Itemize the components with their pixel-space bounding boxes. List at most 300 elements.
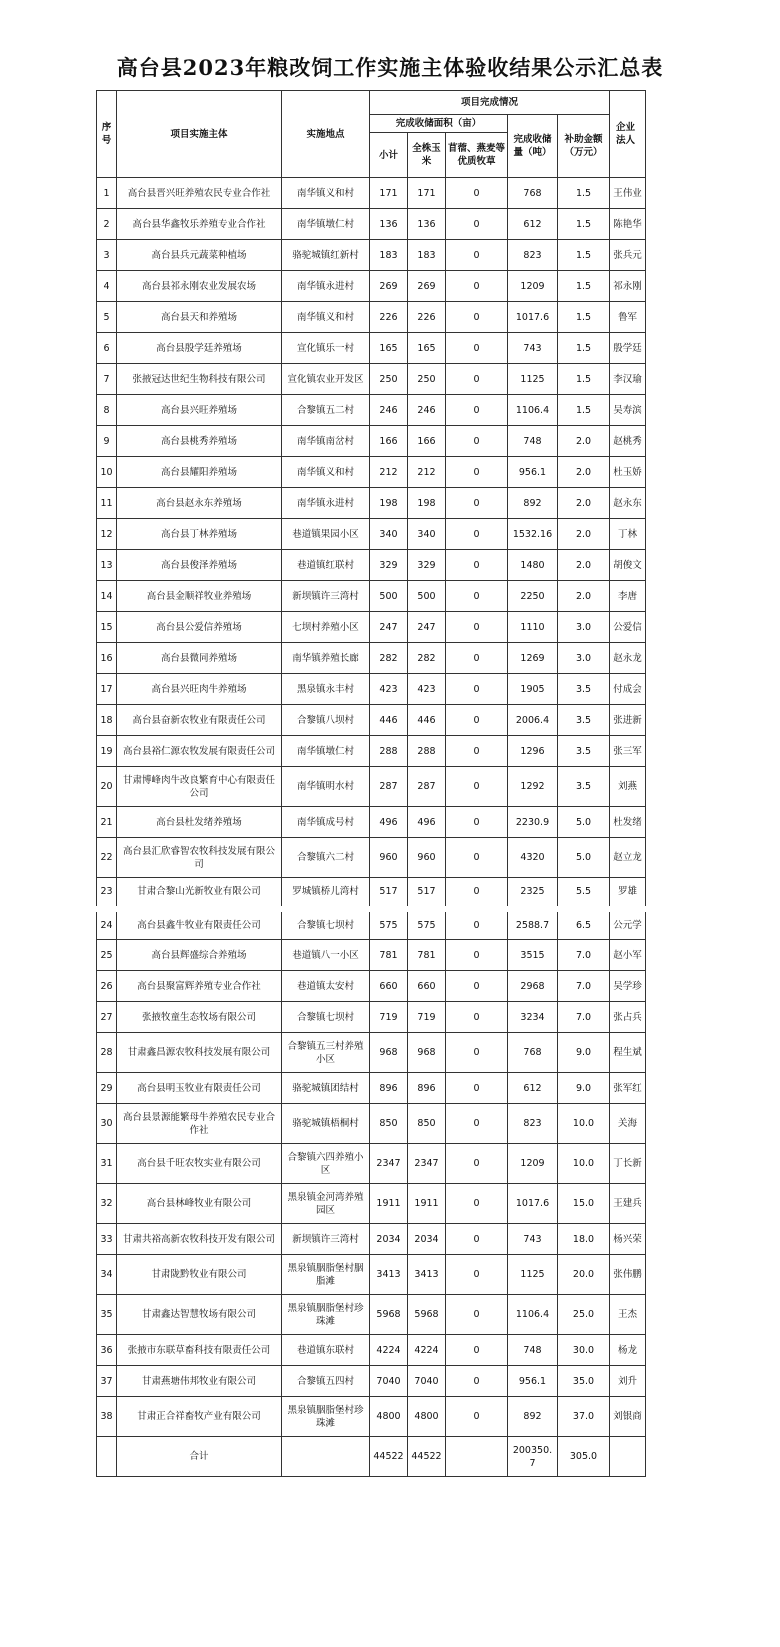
subsidy-amount: 7.0 <box>558 940 610 971</box>
storage-amount: 1292 <box>508 767 558 807</box>
table-row <box>97 940 646 971</box>
storage-amount: 2325 <box>508 878 558 909</box>
location: 巷道镇红联村 <box>282 550 370 581</box>
storage-amount: 2588.7 <box>508 909 558 940</box>
entity-name: 高台县明玉牧业有限责任公司 <box>117 1073 282 1104</box>
storage-amount: 1269 <box>508 643 558 674</box>
area-subtotal: 423 <box>370 674 408 705</box>
storage-amount: 768 <box>508 1033 558 1073</box>
area-subtotal: 183 <box>370 240 408 271</box>
row-no: 28 <box>97 1033 117 1073</box>
area-subtotal: 517 <box>370 878 408 909</box>
area-alfalfa: 0 <box>446 364 508 395</box>
table-row <box>97 488 646 519</box>
storage-amount: 892 <box>508 488 558 519</box>
storage-amount: 2968 <box>508 971 558 1002</box>
total-label: 合计 <box>117 1437 282 1477</box>
entity-name: 高台县公爱信养殖场 <box>117 612 282 643</box>
subsidy-amount: 30.0 <box>558 1335 610 1366</box>
subsidy-amount: 3.5 <box>558 705 610 736</box>
row-no: 24 <box>97 909 117 940</box>
row-no: 19 <box>97 736 117 767</box>
table-row <box>97 1104 646 1144</box>
subsidy-amount: 15.0 <box>558 1184 610 1224</box>
location: 巷道镇东联村 <box>282 1335 370 1366</box>
area-corn: 7040 <box>408 1366 446 1397</box>
entity-name: 高台县俊泽养殖场 <box>117 550 282 581</box>
entity-name: 甘肃鑫达智慧牧场有限公司 <box>117 1295 282 1335</box>
legal-person: 祁永刚 <box>610 271 646 302</box>
table-row <box>97 1184 646 1224</box>
area-corn: 247 <box>408 612 446 643</box>
row-no: 14 <box>97 581 117 612</box>
table-row <box>97 971 646 1002</box>
total-legal <box>610 1437 646 1477</box>
storage-amount: 823 <box>508 240 558 271</box>
row-no: 7 <box>97 364 117 395</box>
table-row <box>97 271 646 302</box>
area-subtotal: 171 <box>370 178 408 209</box>
subsidy-amount: 3.0 <box>558 643 610 674</box>
area-alfalfa: 0 <box>446 736 508 767</box>
area-subtotal: 781 <box>370 940 408 971</box>
subsidy-amount: 3.5 <box>558 674 610 705</box>
location: 骆驼城镇红新村 <box>282 240 370 271</box>
area-alfalfa: 0 <box>446 333 508 364</box>
storage-amount: 743 <box>508 333 558 364</box>
row-no: 22 <box>97 838 117 878</box>
area-alfalfa: 0 <box>446 271 508 302</box>
header-corn: 全株玉米 <box>408 133 446 178</box>
subsidy-amount: 2.0 <box>558 581 610 612</box>
location: 骆驼城镇团结村 <box>282 1073 370 1104</box>
table-row <box>97 333 646 364</box>
header-subtotal: 小计 <box>370 133 408 178</box>
area-subtotal: 960 <box>370 838 408 878</box>
area-corn: 212 <box>408 457 446 488</box>
area-corn: 781 <box>408 940 446 971</box>
header-seq: 序号 <box>97 91 117 178</box>
subsidy-amount: 35.0 <box>558 1366 610 1397</box>
table-row <box>97 1335 646 1366</box>
table-row <box>97 1033 646 1073</box>
area-alfalfa: 0 <box>446 550 508 581</box>
area-corn: 136 <box>408 209 446 240</box>
storage-amount: 1532.16 <box>508 519 558 550</box>
table-row <box>97 1144 646 1184</box>
location: 南华镇义和村 <box>282 302 370 333</box>
area-corn: 226 <box>408 302 446 333</box>
area-alfalfa: 0 <box>446 178 508 209</box>
subsidy-amount: 1.5 <box>558 395 610 426</box>
header-entity: 项目实施主体 <box>117 91 282 178</box>
subsidy-amount: 37.0 <box>558 1397 610 1437</box>
storage-amount: 2250 <box>508 581 558 612</box>
area-subtotal: 1911 <box>370 1184 408 1224</box>
entity-name: 高台县微同养殖场 <box>117 643 282 674</box>
area-subtotal: 719 <box>370 1002 408 1033</box>
entity-name: 甘肃鑫昌源农牧科技发展有限公司 <box>117 1033 282 1073</box>
storage-amount: 4320 <box>508 838 558 878</box>
storage-amount: 1125 <box>508 364 558 395</box>
area-corn: 896 <box>408 1073 446 1104</box>
legal-person: 鲁军 <box>610 302 646 333</box>
area-alfalfa: 0 <box>446 1224 508 1255</box>
area-alfalfa: 0 <box>446 1335 508 1366</box>
legal-person: 公爱信 <box>610 612 646 643</box>
location: 南华镇义和村 <box>282 178 370 209</box>
table-header <box>96 90 646 178</box>
row-no: 34 <box>97 1255 117 1295</box>
row-no: 3 <box>97 240 117 271</box>
storage-amount: 748 <box>508 426 558 457</box>
legal-person: 张进新 <box>610 705 646 736</box>
area-corn: 171 <box>408 178 446 209</box>
storage-amount: 1480 <box>508 550 558 581</box>
area-subtotal: 7040 <box>370 1366 408 1397</box>
area-corn: 269 <box>408 271 446 302</box>
subsidy-amount: 1.5 <box>558 333 610 364</box>
table-row <box>97 878 646 909</box>
area-subtotal: 2347 <box>370 1144 408 1184</box>
subsidy-amount: 3.5 <box>558 767 610 807</box>
area-subtotal: 226 <box>370 302 408 333</box>
area-subtotal: 269 <box>370 271 408 302</box>
legal-person: 付成会 <box>610 674 646 705</box>
subsidy-amount: 1.5 <box>558 364 610 395</box>
row-no: 31 <box>97 1144 117 1184</box>
area-subtotal: 446 <box>370 705 408 736</box>
header-area: 完成收储面积（亩） <box>370 115 508 133</box>
entity-name: 甘肃合黎山光新牧业有限公司 <box>117 878 282 909</box>
table-row <box>97 426 646 457</box>
subsidy-amount: 5.0 <box>558 838 610 878</box>
area-corn: 250 <box>408 364 446 395</box>
area-subtotal: 3413 <box>370 1255 408 1295</box>
storage-amount: 956.1 <box>508 1366 558 1397</box>
legal-person: 王建兵 <box>610 1184 646 1224</box>
subsidy-amount: 10.0 <box>558 1104 610 1144</box>
legal-person: 李唐 <box>610 581 646 612</box>
row-no: 8 <box>97 395 117 426</box>
area-subtotal: 896 <box>370 1073 408 1104</box>
entity-name: 高台县兴旺肉牛养殖场 <box>117 674 282 705</box>
area-alfalfa: 0 <box>446 909 508 940</box>
area-corn: 2347 <box>408 1144 446 1184</box>
storage-amount: 612 <box>508 1073 558 1104</box>
legal-person: 刘燕 <box>610 767 646 807</box>
row-no: 12 <box>97 519 117 550</box>
subsidy-amount: 6.5 <box>558 909 610 940</box>
entity-name: 高台县殷学廷养殖场 <box>117 333 282 364</box>
area-alfalfa: 0 <box>446 878 508 909</box>
table-row <box>97 240 646 271</box>
location: 合黎镇七坝村 <box>282 909 370 940</box>
storage-amount: 892 <box>508 1397 558 1437</box>
location: 南华镇墩仁村 <box>282 736 370 767</box>
legal-person: 张兵元 <box>610 240 646 271</box>
storage-amount: 3515 <box>508 940 558 971</box>
area-subtotal: 250 <box>370 364 408 395</box>
location: 黑泉镇永丰村 <box>282 674 370 705</box>
legal-person: 杨兴荣 <box>610 1224 646 1255</box>
entity-name: 高台县金顺祥牧业养殖场 <box>117 581 282 612</box>
total-subtotal: 44522 <box>370 1437 408 1477</box>
row-no: 11 <box>97 488 117 519</box>
area-alfalfa: 0 <box>446 807 508 838</box>
area-alfalfa: 0 <box>446 240 508 271</box>
subsidy-amount: 2.0 <box>558 519 610 550</box>
storage-amount: 2006.4 <box>508 705 558 736</box>
entity-name: 高台县奋新农牧业有限责任公司 <box>117 705 282 736</box>
area-subtotal: 198 <box>370 488 408 519</box>
storage-amount: 823 <box>508 1104 558 1144</box>
location: 罗城镇桥儿湾村 <box>282 878 370 909</box>
storage-amount: 743 <box>508 1224 558 1255</box>
table-row <box>97 807 646 838</box>
area-alfalfa: 0 <box>446 705 508 736</box>
area-alfalfa: 0 <box>446 643 508 674</box>
location: 新坝镇许三湾村 <box>282 1224 370 1255</box>
table-row <box>97 1366 646 1397</box>
subsidy-amount: 2.0 <box>558 457 610 488</box>
total-corn: 44522 <box>408 1437 446 1477</box>
location: 宣化镇农业开发区 <box>282 364 370 395</box>
legal-person: 丁长新 <box>610 1144 646 1184</box>
entity-name: 高台县天和养殖场 <box>117 302 282 333</box>
area-corn: 4224 <box>408 1335 446 1366</box>
area-alfalfa: 0 <box>446 612 508 643</box>
area-subtotal: 288 <box>370 736 408 767</box>
row-no: 30 <box>97 1104 117 1144</box>
row-no: 20 <box>97 767 117 807</box>
table-row <box>97 1397 646 1437</box>
legal-person: 李汉瑜 <box>610 364 646 395</box>
legal-person: 陈艳华 <box>610 209 646 240</box>
row-no: 26 <box>97 971 117 1002</box>
subsidy-amount: 2.0 <box>558 550 610 581</box>
legal-person: 刘升 <box>610 1366 646 1397</box>
row-no: 16 <box>97 643 117 674</box>
storage-amount: 768 <box>508 178 558 209</box>
area-corn: 183 <box>408 240 446 271</box>
legal-person: 赵立龙 <box>610 838 646 878</box>
area-alfalfa: 0 <box>446 1255 508 1295</box>
subsidy-amount: 7.0 <box>558 1002 610 1033</box>
area-corn: 198 <box>408 488 446 519</box>
area-subtotal: 496 <box>370 807 408 838</box>
legal-person: 王伟业 <box>610 178 646 209</box>
area-subtotal: 136 <box>370 209 408 240</box>
legal-person: 赵小军 <box>610 940 646 971</box>
area-corn: 287 <box>408 767 446 807</box>
area-alfalfa: 0 <box>446 1144 508 1184</box>
storage-amount: 3234 <box>508 1002 558 1033</box>
location: 新坝镇许三湾村 <box>282 581 370 612</box>
row-no: 4 <box>97 271 117 302</box>
table-row <box>97 1002 646 1033</box>
entity-name: 高台县晋兴旺养殖农民专业合作社 <box>117 178 282 209</box>
area-corn: 340 <box>408 519 446 550</box>
table-row <box>97 209 646 240</box>
entity-name: 张掖牧童生态牧场有限公司 <box>117 1002 282 1033</box>
area-corn: 517 <box>408 878 446 909</box>
area-subtotal: 246 <box>370 395 408 426</box>
subsidy-amount: 18.0 <box>558 1224 610 1255</box>
legal-person: 张占兵 <box>610 1002 646 1033</box>
area-alfalfa: 0 <box>446 1397 508 1437</box>
location: 黑泉镇胭脂堡村胭脂滩 <box>282 1255 370 1295</box>
header-completion: 项目完成情况 <box>370 91 610 115</box>
storage-amount: 1017.6 <box>508 1184 558 1224</box>
area-subtotal: 4800 <box>370 1397 408 1437</box>
location: 南华镇养殖长廊 <box>282 643 370 674</box>
storage-amount: 1106.4 <box>508 395 558 426</box>
entity-name: 甘肃博峰肉牛改良繁育中心有限责任公司 <box>117 767 282 807</box>
location: 南华镇明水村 <box>282 767 370 807</box>
area-subtotal: 166 <box>370 426 408 457</box>
location: 骆驼城镇梧桐村 <box>282 1104 370 1144</box>
legal-person: 赵桃秀 <box>610 426 646 457</box>
area-corn: 2034 <box>408 1224 446 1255</box>
location: 合黎镇六四养殖小区 <box>282 1144 370 1184</box>
area-subtotal: 212 <box>370 457 408 488</box>
entity-name: 高台县聚富辉养殖专业合作社 <box>117 971 282 1002</box>
row-no: 38 <box>97 1397 117 1437</box>
total-no <box>97 1437 117 1477</box>
legal-person: 关海 <box>610 1104 646 1144</box>
area-subtotal: 500 <box>370 581 408 612</box>
location: 黑泉镇胭脂堡村珍珠滩 <box>282 1295 370 1335</box>
location: 南华镇墩仁村 <box>282 209 370 240</box>
storage-amount: 1017.6 <box>508 302 558 333</box>
location: 合黎镇八坝村 <box>282 705 370 736</box>
row-no: 2 <box>97 209 117 240</box>
area-subtotal: 850 <box>370 1104 408 1144</box>
total-row <box>97 1437 646 1477</box>
area-alfalfa: 0 <box>446 426 508 457</box>
total-alfalfa <box>446 1437 508 1477</box>
table-row <box>97 909 646 940</box>
legal-person: 丁林 <box>610 519 646 550</box>
legal-person: 杨龙 <box>610 1335 646 1366</box>
entity-name: 甘肃燕塘伟邦牧业有限公司 <box>117 1366 282 1397</box>
area-corn: 446 <box>408 705 446 736</box>
area-alfalfa: 0 <box>446 457 508 488</box>
subsidy-amount: 5.5 <box>558 878 610 909</box>
area-corn: 329 <box>408 550 446 581</box>
legal-person: 张军红 <box>610 1073 646 1104</box>
location: 南华镇义和村 <box>282 457 370 488</box>
legal-person: 殷学廷 <box>610 333 646 364</box>
storage-amount: 1106.4 <box>508 1295 558 1335</box>
entity-name: 高台县耀阳养殖场 <box>117 457 282 488</box>
entity-name: 甘肃正合祥畜牧产业有限公司 <box>117 1397 282 1437</box>
location: 合黎镇五四村 <box>282 1366 370 1397</box>
data-table <box>96 177 646 1477</box>
row-no: 23 <box>97 878 117 909</box>
area-corn: 496 <box>408 807 446 838</box>
area-alfalfa: 0 <box>446 674 508 705</box>
location: 七坝村养殖小区 <box>282 612 370 643</box>
area-alfalfa: 0 <box>446 488 508 519</box>
area-subtotal: 660 <box>370 971 408 1002</box>
area-corn: 3413 <box>408 1255 446 1295</box>
area-subtotal: 287 <box>370 767 408 807</box>
table-row <box>97 178 646 209</box>
location: 黑泉镇胭脂堡村珍珠滩 <box>282 1397 370 1437</box>
row-no: 35 <box>97 1295 117 1335</box>
location: 合黎镇五三村养殖小区 <box>282 1033 370 1073</box>
legal-person: 胡俊文 <box>610 550 646 581</box>
page-title: 高台县2023年粮改饲工作实施主体验收结果公示汇总表 <box>116 55 664 80</box>
row-no: 6 <box>97 333 117 364</box>
row-no: 27 <box>97 1002 117 1033</box>
entity-name: 张掖冠达世纪生物科技有限公司 <box>117 364 282 395</box>
row-no: 25 <box>97 940 117 971</box>
subsidy-amount: 2.0 <box>558 426 610 457</box>
area-corn: 719 <box>408 1002 446 1033</box>
area-corn: 5968 <box>408 1295 446 1335</box>
row-no: 32 <box>97 1184 117 1224</box>
location: 巷道镇八一小区 <box>282 940 370 971</box>
area-corn: 282 <box>408 643 446 674</box>
subsidy-amount: 1.5 <box>558 240 610 271</box>
entity-name: 高台县兴旺养殖场 <box>117 395 282 426</box>
area-subtotal: 165 <box>370 333 408 364</box>
subsidy-amount: 5.0 <box>558 807 610 838</box>
entity-name: 高台县千旺农牧实业有限公司 <box>117 1144 282 1184</box>
subsidy-amount: 2.0 <box>558 488 610 519</box>
location: 南华镇永进村 <box>282 488 370 519</box>
legal-person: 程生斌 <box>610 1033 646 1073</box>
table-row <box>97 1224 646 1255</box>
area-subtotal: 2034 <box>370 1224 408 1255</box>
area-alfalfa: 0 <box>446 1073 508 1104</box>
area-subtotal: 340 <box>370 519 408 550</box>
legal-person: 吴学珍 <box>610 971 646 1002</box>
row-no: 18 <box>97 705 117 736</box>
area-alfalfa: 0 <box>446 519 508 550</box>
area-subtotal: 968 <box>370 1033 408 1073</box>
storage-amount: 1209 <box>508 271 558 302</box>
area-alfalfa: 0 <box>446 940 508 971</box>
row-no: 5 <box>97 302 117 333</box>
subsidy-amount: 9.0 <box>558 1073 610 1104</box>
location: 南华镇南岔村 <box>282 426 370 457</box>
row-no: 33 <box>97 1224 117 1255</box>
row-no: 9 <box>97 426 117 457</box>
row-no: 13 <box>97 550 117 581</box>
location: 南华镇成号村 <box>282 807 370 838</box>
header-storage: 完成收储量（吨） <box>508 115 558 178</box>
entity-name: 高台县华鑫牧乐养殖专业合作社 <box>117 209 282 240</box>
row-no: 1 <box>97 178 117 209</box>
row-no: 29 <box>97 1073 117 1104</box>
area-alfalfa: 0 <box>446 1184 508 1224</box>
subsidy-amount: 1.5 <box>558 178 610 209</box>
area-corn: 968 <box>408 1033 446 1073</box>
table-row <box>97 838 646 878</box>
storage-amount: 956.1 <box>508 457 558 488</box>
table-row <box>97 302 646 333</box>
entity-name: 高台县裕仁源农牧发展有限责任公司 <box>117 736 282 767</box>
area-subtotal: 247 <box>370 612 408 643</box>
storage-amount: 1209 <box>508 1144 558 1184</box>
area-alfalfa: 0 <box>446 971 508 1002</box>
area-corn: 660 <box>408 971 446 1002</box>
entity-name: 高台县祁永刚农业发展农场 <box>117 271 282 302</box>
